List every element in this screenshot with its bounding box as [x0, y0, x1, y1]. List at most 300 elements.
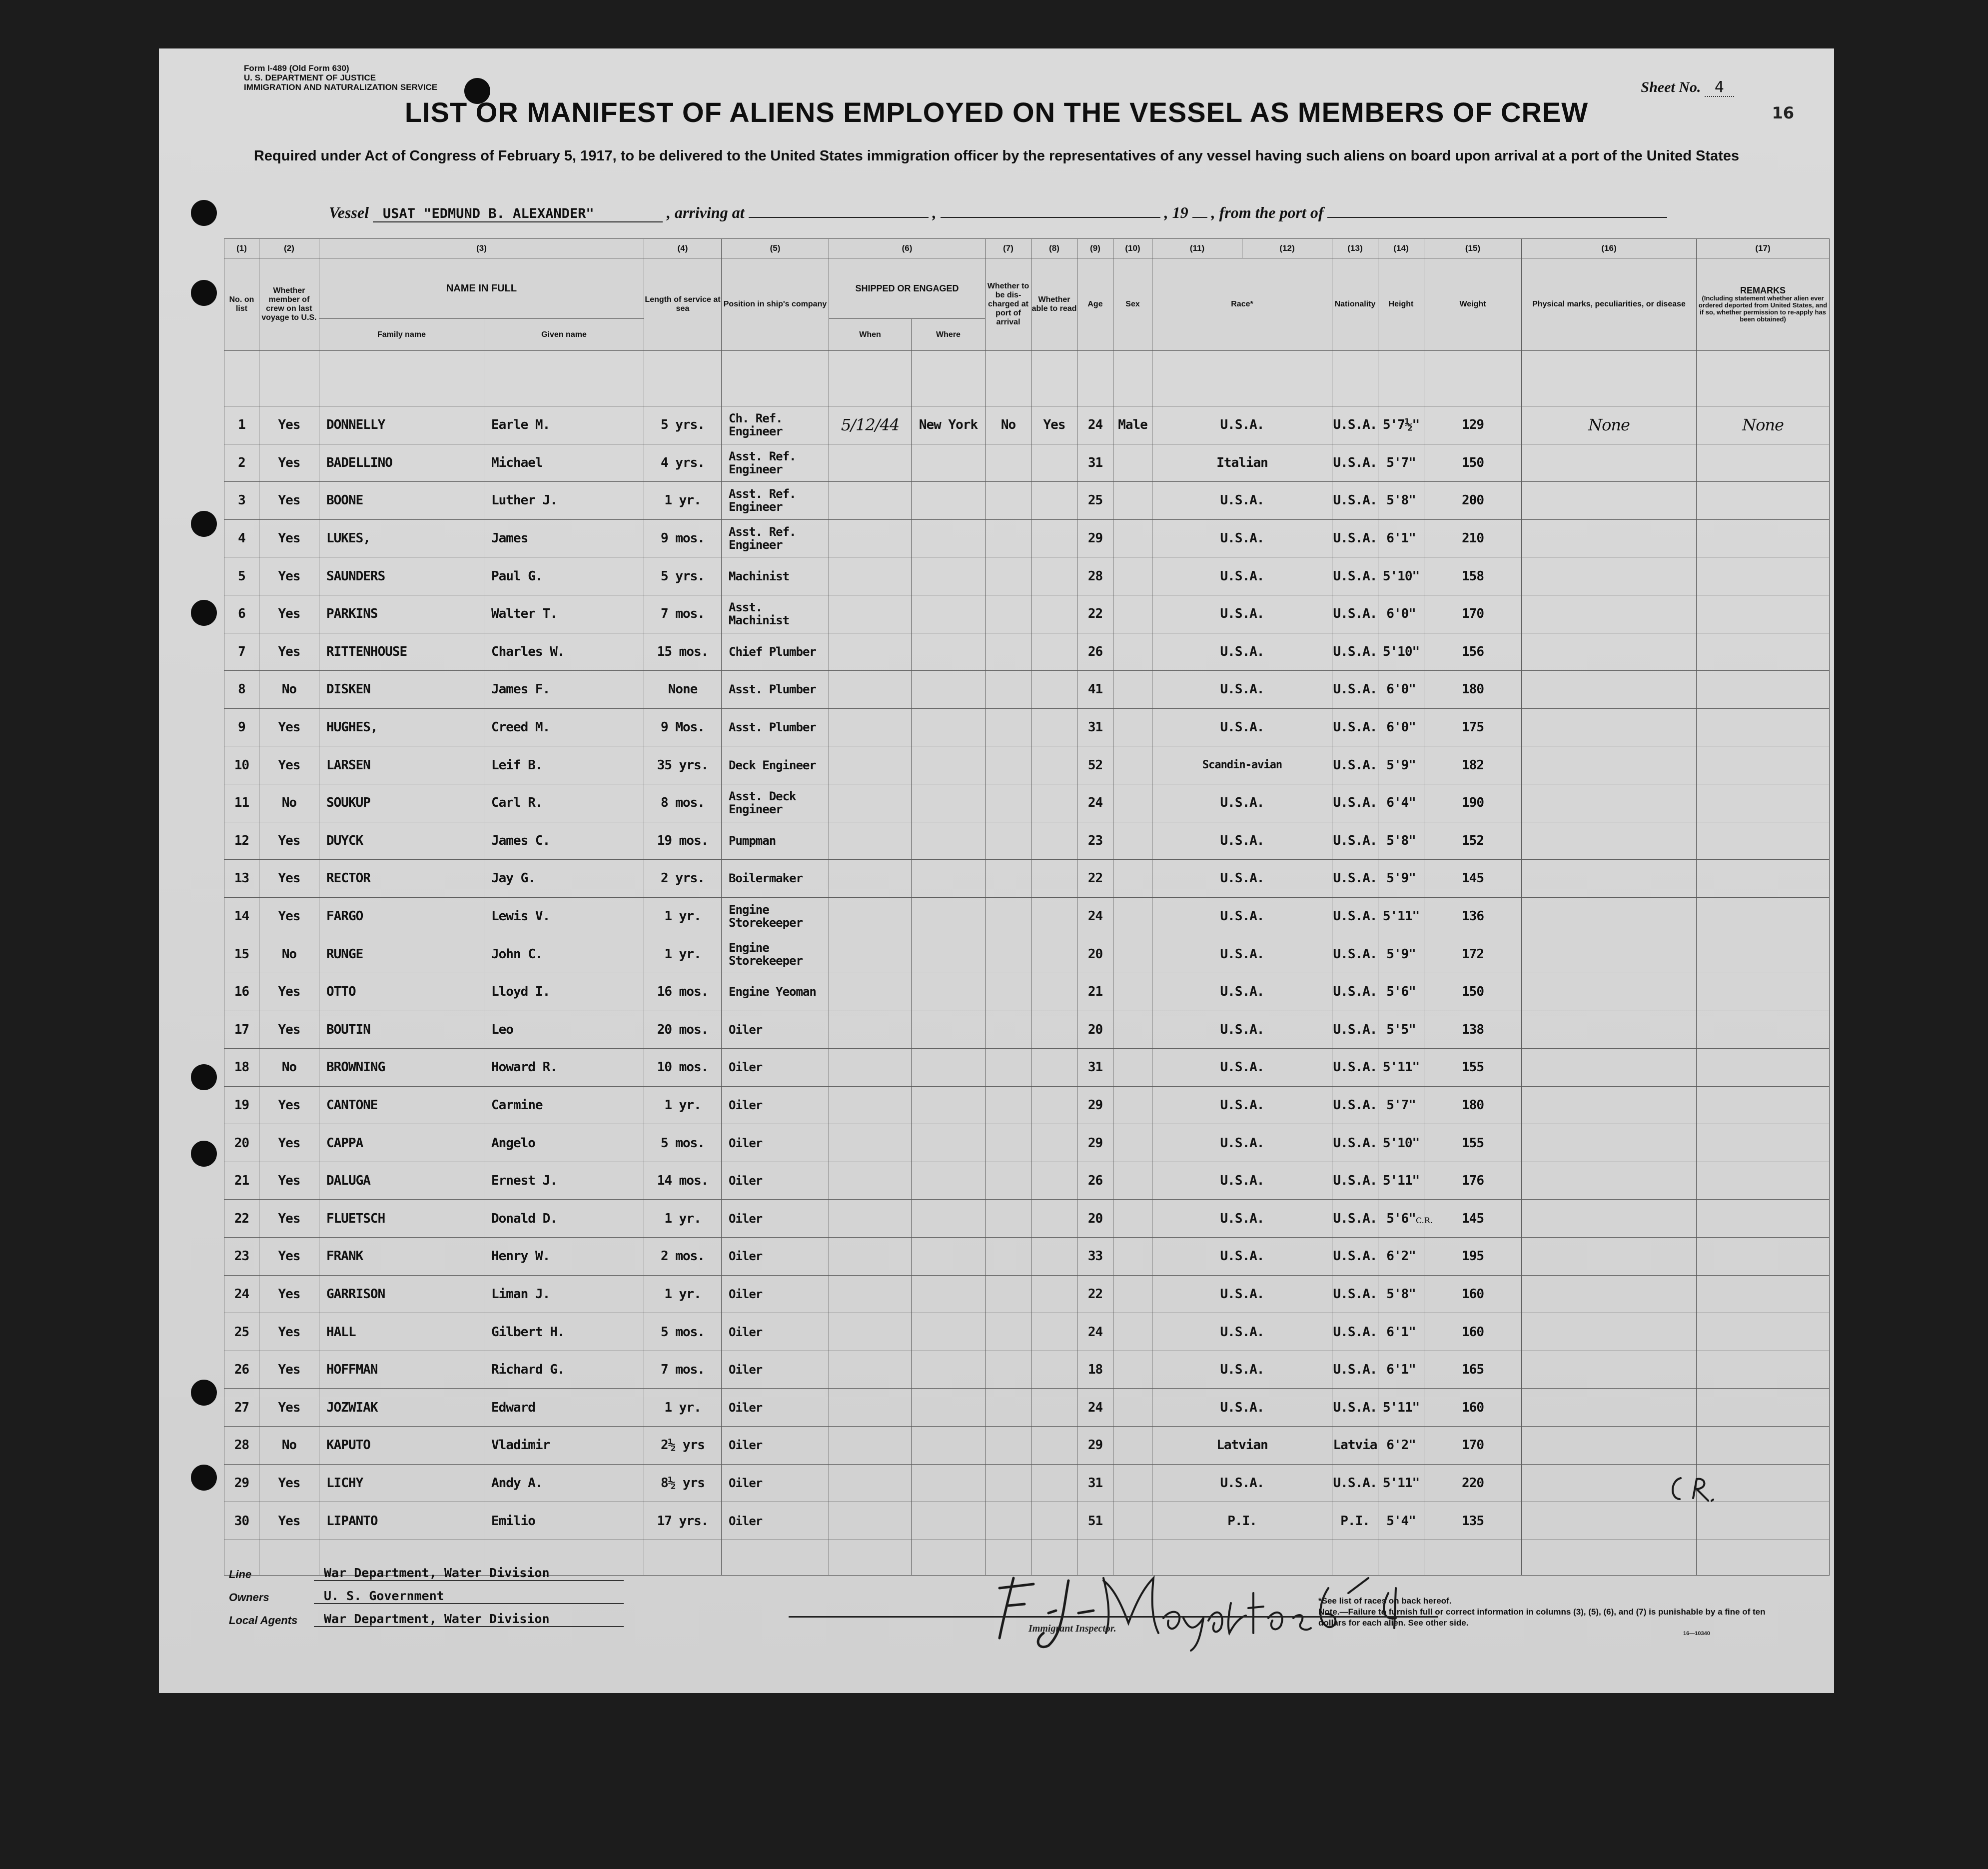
discharged-header: Whether to be dis-charged at port of arrival — [986, 258, 1031, 351]
height-cell: 5'8" — [1378, 1275, 1424, 1313]
sex-cell — [1113, 1200, 1152, 1238]
service-length-cell: 15 mos. — [644, 633, 722, 671]
family-name-cell: JOZWIAK — [319, 1389, 484, 1427]
race-cell: U.S.A. — [1152, 1124, 1332, 1162]
shipped-when-cell — [829, 935, 912, 973]
owners-row — [229, 1581, 624, 1604]
physical-marks-cell — [1522, 1086, 1697, 1124]
weight-cell: 145 — [1424, 860, 1522, 898]
remarks-header — [1697, 258, 1830, 351]
last-voyage-cell: Yes — [259, 1086, 319, 1124]
age-cell: 22 — [1077, 860, 1113, 898]
sex-cell — [1113, 1049, 1152, 1087]
shipped-where-cell — [912, 1313, 986, 1351]
position-cell: Asst. Machinist — [722, 595, 829, 633]
page-number: 16 — [1772, 103, 1794, 122]
given-name-cell: Earle M. — [484, 406, 644, 444]
family-name-cell: HOFFMAN — [319, 1351, 484, 1389]
age-cell: 31 — [1077, 444, 1113, 482]
position-cell: Oiler — [722, 1427, 829, 1465]
race-cell: U.S.A. — [1152, 973, 1332, 1011]
service-length-cell: 4 yrs. — [644, 444, 722, 482]
vessel-line: Vessel USAT "EDMUND B. ALEXANDER" , arriving at , , 19 , from the port of — [329, 203, 1667, 222]
shipped-where-cell — [912, 746, 986, 784]
column-number: (5) — [722, 239, 829, 258]
nationality-cell: U.S.A. — [1332, 633, 1378, 671]
discharged-cell — [986, 1162, 1031, 1200]
able-to-read-cell — [1031, 935, 1077, 973]
remarks-cell — [1697, 1200, 1830, 1238]
remarks-cell — [1697, 633, 1830, 671]
service-length-cell: 35 yrs. — [644, 746, 722, 784]
height-cell: 5'9" — [1378, 935, 1424, 973]
given-name-cell: James — [484, 519, 644, 557]
last-voyage-cell: Yes — [259, 633, 319, 671]
able-to-read-cell — [1031, 1011, 1077, 1049]
position-cell: Engine Yeoman — [722, 973, 829, 1011]
sex-cell — [1113, 1313, 1152, 1351]
given-name-cell: Luther J. — [484, 482, 644, 520]
physical-marks-cell — [1522, 708, 1697, 746]
race-cell: Italian — [1152, 444, 1332, 482]
last-voyage-cell: Yes — [259, 1351, 319, 1389]
family-name-cell: RECTOR — [319, 860, 484, 898]
nationality-cell: U.S.A. — [1332, 1275, 1378, 1313]
physical-marks-cell — [1522, 973, 1697, 1011]
column-number: (17) — [1697, 239, 1830, 258]
weight-cell: 172 — [1424, 935, 1522, 973]
height-cell: 5'9" — [1378, 860, 1424, 898]
row-number-cell: 28 — [224, 1427, 259, 1465]
weight-cell: 160 — [1424, 1275, 1522, 1313]
shipped-when-cell — [829, 860, 912, 898]
form-identifier — [244, 63, 437, 92]
last-voyage-cell: Yes — [259, 708, 319, 746]
nationality-cell: U.S.A. — [1332, 1011, 1378, 1049]
position-cell: Engine Storekeeper — [722, 935, 829, 973]
given-name-cell: Ernest J. — [484, 1162, 644, 1200]
table-row — [224, 1464, 1830, 1502]
owners-value: U. S. Government — [314, 1589, 624, 1604]
row-number-cell: 15 — [224, 935, 259, 973]
column-number: (6) — [829, 239, 986, 258]
row-number-cell: 1 — [224, 406, 259, 444]
position-cell: Oiler — [722, 1275, 829, 1313]
service-length-cell: 1 yr. — [644, 1086, 722, 1124]
shipped-where-cell — [912, 1049, 986, 1087]
physical-marks-cell — [1522, 1049, 1697, 1087]
shipped-header: SHIPPED OR ENGAGED — [829, 258, 986, 319]
sex-cell — [1113, 1124, 1152, 1162]
nationality-cell: U.S.A. — [1332, 860, 1378, 898]
line-row — [229, 1558, 624, 1581]
discharged-cell — [986, 1124, 1031, 1162]
shipped-when-cell — [829, 708, 912, 746]
document-subtitle: Required under Act of Congress of February 5, 1917, to be delivered to the United States immigration officer by the representatives of any vessel having such aliens on board upon arrival at a port of the United States — [253, 148, 1740, 164]
table-row — [224, 1502, 1830, 1540]
weight-cell: 155 — [1424, 1124, 1522, 1162]
shipped-when-cell — [829, 1502, 912, 1540]
table-row — [224, 1200, 1830, 1238]
sex-cell — [1113, 1351, 1152, 1389]
service-length-cell: 10 mos. — [644, 1049, 722, 1087]
row-number-cell: 4 — [224, 519, 259, 557]
age-cell: 52 — [1077, 746, 1113, 784]
race-cell: U.S.A. — [1152, 1313, 1332, 1351]
row-number-cell: 16 — [224, 973, 259, 1011]
shipped-where-cell — [912, 822, 986, 860]
sex-cell — [1113, 1389, 1152, 1427]
row-number-cell: 8 — [224, 671, 259, 709]
nationality-cell: U.S.A. — [1332, 708, 1378, 746]
sex-cell — [1113, 595, 1152, 633]
position-cell: Oiler — [722, 1464, 829, 1502]
sex-cell — [1113, 633, 1152, 671]
able-to-read-cell — [1031, 746, 1077, 784]
family-name-cell: BOONE — [319, 482, 484, 520]
physical-marks-cell — [1522, 1011, 1697, 1049]
row-number-cell: 12 — [224, 822, 259, 860]
shipped-where-cell — [912, 519, 986, 557]
sex-cell: Male — [1113, 406, 1152, 444]
shipped-where-cell — [912, 595, 986, 633]
position-cell: Machinist — [722, 557, 829, 595]
races-note: *See list of races on back hereof. — [1318, 1596, 1452, 1606]
able-to-read-cell — [1031, 1238, 1077, 1276]
able-to-read-cell — [1031, 1464, 1077, 1502]
age-cell: 22 — [1077, 595, 1113, 633]
height-cell: 5'10" — [1378, 633, 1424, 671]
height-cell: 6'0" — [1378, 708, 1424, 746]
service-length-cell: 1 yr. — [644, 1389, 722, 1427]
age-cell: 24 — [1077, 1389, 1113, 1427]
shipped-where-cell — [912, 1162, 986, 1200]
table-row — [224, 1238, 1830, 1276]
shipped-when-cell — [829, 1351, 912, 1389]
position-cell: Oiler — [722, 1238, 829, 1276]
row-number-cell: 5 — [224, 557, 259, 595]
weight-cell: 182 — [1424, 746, 1522, 784]
race-cell: U.S.A. — [1152, 1238, 1332, 1276]
race-cell: U.S.A. — [1152, 935, 1332, 973]
nationality-cell: U.S.A. — [1332, 1389, 1378, 1427]
discharged-cell — [986, 746, 1031, 784]
age-cell: 26 — [1077, 1162, 1113, 1200]
sex-cell — [1113, 784, 1152, 822]
arriving-port-field — [749, 217, 929, 218]
family-name-cell: SAUNDERS — [319, 557, 484, 595]
shipped-when-cell — [829, 557, 912, 595]
table-row — [224, 557, 1830, 595]
nationality-cell: U.S.A. — [1332, 822, 1378, 860]
shipped-where-cell — [912, 1502, 986, 1540]
row-number-cell: 19 — [224, 1086, 259, 1124]
weight-cell: 145 — [1424, 1200, 1522, 1238]
age-cell: 29 — [1077, 1124, 1113, 1162]
manifest-rows — [224, 351, 1830, 1576]
position-cell: Pumpman — [722, 822, 829, 860]
family-name-cell: FLUETSCH — [319, 1200, 484, 1238]
position-cell: Oiler — [722, 1389, 829, 1427]
height-cell: 6'0" — [1378, 671, 1424, 709]
row-number-cell: 10 — [224, 746, 259, 784]
discharged-cell — [986, 860, 1031, 898]
sex-cell — [1113, 1162, 1152, 1200]
given-name-cell: John C. — [484, 935, 644, 973]
column-header-row — [224, 258, 1830, 319]
weight-header: Weight — [1424, 258, 1522, 351]
remarks-cell — [1697, 557, 1830, 595]
table-row — [224, 633, 1830, 671]
row-number-cell: 6 — [224, 595, 259, 633]
sex-cell — [1113, 1502, 1152, 1540]
last-voyage-cell: No — [259, 1049, 319, 1087]
last-voyage-cell: Yes — [259, 897, 319, 935]
discharged-cell — [986, 784, 1031, 822]
shipped-when-cell — [829, 973, 912, 1011]
service-length-cell: None — [644, 671, 722, 709]
agents-label: Local Agents — [229, 1614, 298, 1627]
weight-cell: 158 — [1424, 557, 1522, 595]
sex-cell — [1113, 897, 1152, 935]
shipped-where-cell: New York — [912, 406, 986, 444]
physical-marks-cell — [1522, 633, 1697, 671]
arriving-label: , arriving at — [667, 203, 745, 221]
race-cell: U.S.A. — [1152, 1049, 1332, 1087]
position-cell: Oiler — [722, 1011, 829, 1049]
where-header: Where — [912, 319, 986, 351]
weight-cell: 138 — [1424, 1011, 1522, 1049]
row-number-cell: 17 — [224, 1011, 259, 1049]
given-name-cell: Gilbert H. — [484, 1313, 644, 1351]
physical-marks-cell — [1522, 1351, 1697, 1389]
physical-marks-cell — [1522, 746, 1697, 784]
nationality-cell: U.S.A. — [1332, 1238, 1378, 1276]
blank-row — [224, 351, 1830, 406]
given-name-cell: Edward — [484, 1389, 644, 1427]
position-cell: Asst. Ref. Engineer — [722, 444, 829, 482]
race-cell: U.S.A. — [1152, 406, 1332, 444]
shipped-when-cell — [829, 1389, 912, 1427]
from-port-field — [1327, 217, 1667, 218]
given-name-cell: Leif B. — [484, 746, 644, 784]
race-cell: U.S.A. — [1152, 595, 1332, 633]
table-row — [224, 746, 1830, 784]
weight-cell: 129 — [1424, 406, 1522, 444]
shipped-when-cell: 5/12/44 — [829, 406, 912, 444]
weight-cell: 180 — [1424, 1086, 1522, 1124]
form-line: Form I-489 (Old Form 630) — [244, 63, 349, 73]
given-name-cell: Jay G. — [484, 860, 644, 898]
physical-marks-cell: None — [1522, 406, 1697, 444]
race-cell: U.S.A. — [1152, 1086, 1332, 1124]
position-cell: Asst. Plumber — [722, 708, 829, 746]
sex-cell — [1113, 1275, 1152, 1313]
family-name-cell: CAPPA — [319, 1124, 484, 1162]
service-length-cell: 5 mos. — [644, 1313, 722, 1351]
race-cell: U.S.A. — [1152, 633, 1332, 671]
able-to-read-cell — [1031, 1275, 1077, 1313]
family-name-cell: HALL — [319, 1313, 484, 1351]
discharged-cell — [986, 444, 1031, 482]
height-cell: 6'1" — [1378, 1313, 1424, 1351]
able-to-read-cell — [1031, 897, 1077, 935]
service-length-cell: 2 mos. — [644, 1238, 722, 1276]
able-to-read-cell — [1031, 519, 1077, 557]
shipped-where-cell — [912, 1086, 986, 1124]
sex-cell — [1113, 557, 1152, 595]
position-cell: Engine Storekeeper — [722, 897, 829, 935]
family-name-cell: RITTENHOUSE — [319, 633, 484, 671]
agents-value: War Department, Water Division — [314, 1612, 624, 1627]
remarks-cell — [1697, 595, 1830, 633]
nationality-cell: U.S.A. — [1332, 406, 1378, 444]
document-title: LIST OR MANIFEST OF ALIENS EMPLOYED ON THE VESSEL AS MEMBERS OF CREW — [404, 96, 1589, 128]
sex-cell — [1113, 746, 1152, 784]
last-voyage-cell: Yes — [259, 595, 319, 633]
able-to-read-cell — [1031, 1313, 1077, 1351]
table-row — [224, 1275, 1830, 1313]
shipped-where-cell — [912, 860, 986, 898]
row-number-cell: 21 — [224, 1162, 259, 1200]
remarks-cell — [1697, 1086, 1830, 1124]
race-cell: U.S.A. — [1152, 671, 1332, 709]
year-label: , 19 — [1164, 203, 1188, 221]
last-voyage-cell: Yes — [259, 1162, 319, 1200]
table-row — [224, 860, 1830, 898]
sex-cell — [1113, 1238, 1152, 1276]
discharged-cell — [986, 708, 1031, 746]
able-to-read-cell — [1031, 633, 1077, 671]
weight-cell: 150 — [1424, 973, 1522, 1011]
row-number-cell: 11 — [224, 784, 259, 822]
discharged-cell — [986, 1427, 1031, 1465]
year-field — [1192, 217, 1207, 218]
last-voyage-cell: Yes — [259, 1124, 319, 1162]
remarks-note: (Including statement whether alien ever ordered deported from United States, and if so, whether permission to re-apply has been obtained) — [1698, 294, 1828, 323]
table-row — [224, 482, 1830, 520]
line-label: Line — [229, 1568, 252, 1581]
able-to-read-cell — [1031, 1049, 1077, 1087]
given-name-cell: Creed M. — [484, 708, 644, 746]
arrival-date-field — [941, 217, 1160, 218]
nationality-cell: U.S.A. — [1332, 1351, 1378, 1389]
shipped-when-cell — [829, 444, 912, 482]
family-name-cell: RUNGE — [319, 935, 484, 973]
nationality-cell: U.S.A. — [1332, 1200, 1378, 1238]
table-row — [224, 708, 1830, 746]
discharged-cell — [986, 1351, 1031, 1389]
service-length-cell: 14 mos. — [644, 1162, 722, 1200]
nationality-cell: U.S.A. — [1332, 671, 1378, 709]
able-to-read-cell — [1031, 1086, 1077, 1124]
column-number: (14) — [1378, 239, 1424, 258]
family-name-cell: LARSEN — [319, 746, 484, 784]
name-in-full-header: NAME IN FULL — [319, 258, 644, 319]
remarks-cell — [1697, 708, 1830, 746]
physical-marks-cell — [1522, 1162, 1697, 1200]
age-cell: 41 — [1077, 671, 1113, 709]
shipped-when-cell — [829, 1086, 912, 1124]
race-cell: Scandin-avian — [1152, 746, 1332, 784]
height-cell: 5'8" — [1378, 482, 1424, 520]
weight-cell: 170 — [1424, 1427, 1522, 1465]
given-name-cell: Carmine — [484, 1086, 644, 1124]
service-length-cell: 8 mos. — [644, 784, 722, 822]
last-voyage-cell: Yes — [259, 746, 319, 784]
weight-cell: 136 — [1424, 897, 1522, 935]
table-row — [224, 444, 1830, 482]
able-to-read-cell — [1031, 671, 1077, 709]
shipped-when-cell — [829, 671, 912, 709]
service-length-cell: 17 yrs. — [644, 1502, 722, 1540]
race-cell: U.S.A. — [1152, 1464, 1332, 1502]
family-name-cell: BOUTIN — [319, 1011, 484, 1049]
family-name-cell: BADELLINO — [319, 444, 484, 482]
nationality-cell: U.S.A. — [1332, 1124, 1378, 1162]
service-length-cell: 20 mos. — [644, 1011, 722, 1049]
age-cell: 20 — [1077, 935, 1113, 973]
shipped-where-cell — [912, 1238, 986, 1276]
service-length-cell: 8½ yrs — [644, 1464, 722, 1502]
remarks-cell — [1697, 935, 1830, 973]
table-row — [224, 1124, 1830, 1162]
punch-hole — [191, 1465, 217, 1491]
last-voyage-cell: Yes — [259, 973, 319, 1011]
physical-marks-cell — [1522, 784, 1697, 822]
age-cell: 24 — [1077, 1313, 1113, 1351]
weight-cell: 220 — [1424, 1464, 1522, 1502]
physical-marks-cell — [1522, 482, 1697, 520]
shipped-where-cell — [912, 1427, 986, 1465]
row-number-cell: 2 — [224, 444, 259, 482]
physical-marks-cell — [1522, 557, 1697, 595]
weight-cell: 160 — [1424, 1313, 1522, 1351]
punch-hole — [191, 511, 217, 537]
age-cell: 29 — [1077, 1427, 1113, 1465]
row-number-cell: 20 — [224, 1124, 259, 1162]
nationality-cell: U.S.A. — [1332, 557, 1378, 595]
physical-marks-cell — [1522, 897, 1697, 935]
height-cell: 5'11" — [1378, 1464, 1424, 1502]
row-number-cell: 23 — [224, 1238, 259, 1276]
shipped-when-cell — [829, 1238, 912, 1276]
service-length-cell: 1 yr. — [644, 897, 722, 935]
column-number: (12) — [1242, 239, 1332, 258]
given-name-cell: Paul G. — [484, 557, 644, 595]
shipped-where-cell — [912, 1011, 986, 1049]
table-row — [224, 1313, 1830, 1351]
vessel-ownership — [229, 1558, 624, 1627]
position-cell: Deck Engineer — [722, 746, 829, 784]
last-voyage-cell: No — [259, 671, 319, 709]
height-cell: 6'4" — [1378, 784, 1424, 822]
line-value: War Department, Water Division — [314, 1566, 624, 1581]
height-cell: 5'6" — [1378, 1200, 1424, 1238]
age-cell: 22 — [1077, 1275, 1113, 1313]
age-cell: 31 — [1077, 1049, 1113, 1087]
shipped-when-cell — [829, 1427, 912, 1465]
family-name-cell: CANTONE — [319, 1086, 484, 1124]
family-name-cell: DUYCK — [319, 822, 484, 860]
nationality-cell: U.S.A. — [1332, 935, 1378, 973]
read-header: Whether able to read — [1031, 258, 1077, 351]
signature-caption: Immigrant Inspector. — [1028, 1623, 1116, 1634]
discharged-cell — [986, 822, 1031, 860]
able-to-read-cell — [1031, 822, 1077, 860]
family-name-cell: LUKES, — [319, 519, 484, 557]
last-voyage-cell: Yes — [259, 822, 319, 860]
